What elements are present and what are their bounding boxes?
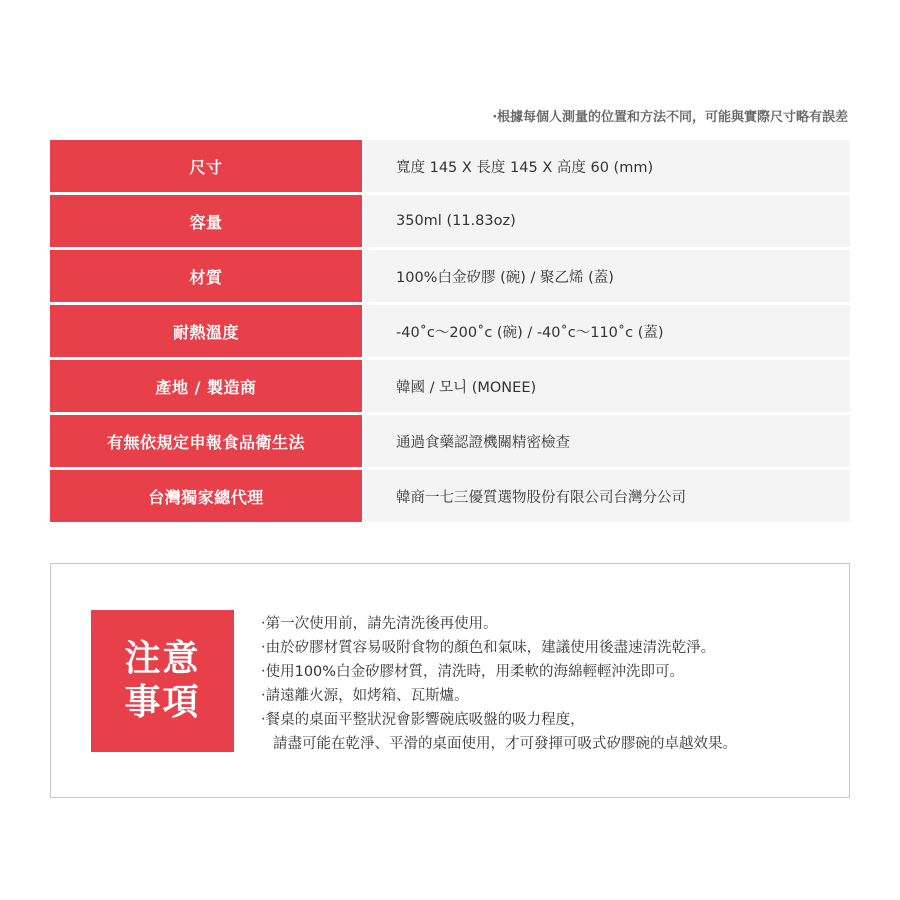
- spec-label: 有無依規定申報食品衛生法: [50, 415, 362, 467]
- notice-item: ‧由於矽膠材質容易吸附食物的顏色和氣味，建議使用後盡速清洗乾淨。: [261, 640, 716, 656]
- notice-item: ‧請遠離火源，如烤箱、瓦斯爐。: [261, 688, 469, 704]
- spec-row-distributor: [50, 470, 850, 522]
- spec-label: 材質: [50, 250, 362, 302]
- notice-badge: [91, 610, 234, 752]
- spec-value: 韓國 / 모니 (MONEE): [364, 360, 850, 412]
- spec-row-food-safety: [50, 415, 850, 467]
- spec-row-capacity: [50, 195, 850, 247]
- spec-row-origin: [50, 360, 850, 412]
- spec-label: 容量: [50, 195, 362, 247]
- spec-label: 尺寸: [50, 140, 362, 192]
- spec-value: 100%白金矽膠 (碗) / 聚乙烯 (蓋): [364, 250, 850, 302]
- spec-row-heat-resistance: [50, 305, 850, 357]
- spec-value: 寬度 145 X 長度 145 X 高度 60 (mm): [364, 140, 850, 192]
- spec-table: [50, 140, 850, 525]
- spec-value: 韓商一七三優質選物股份有限公司台灣分公司: [364, 470, 850, 522]
- spec-row-material: [50, 250, 850, 302]
- notice-title-line2: 事項: [124, 682, 201, 723]
- spec-row-size: [50, 140, 850, 192]
- measurement-disclaimer: ‧根據每個人測量的位置和方法不同，可能與實際尺寸略有誤差: [492, 110, 848, 125]
- notice-item-continuation-text: 請盡可能在乾淨、平滑的桌面使用，才可發揮可吸式矽膠碗的卓越效果。: [273, 736, 737, 752]
- notice-item: ‧餐桌的桌面平整狀況會影響碗底吸盤的吸力程度，: [261, 712, 585, 728]
- spec-value: -40˚c～200˚c (碗) / -40˚c～110˚c (蓋): [364, 305, 850, 357]
- notice-title-line1: 注意: [124, 638, 201, 679]
- spec-value: 350ml (11.83oz): [364, 195, 850, 247]
- notice-item: ‧使用100%白金矽膠材質，清洗時，用柔軟的海綿輕輕沖洗即可。: [261, 664, 685, 680]
- notice-list: [261, 612, 841, 756]
- notice-box: [50, 563, 850, 798]
- spec-label: 產地 / 製造商: [50, 360, 362, 412]
- notice-item: ‧第一次使用前，請先清洗後再使用。: [261, 616, 498, 632]
- spec-label: 台灣獨家總代理: [50, 470, 362, 522]
- spec-value: 通過食藥認證機關精密檢查: [364, 415, 850, 467]
- spec-label: 耐熱溫度: [50, 305, 362, 357]
- notice-item-continuation: [261, 732, 841, 756]
